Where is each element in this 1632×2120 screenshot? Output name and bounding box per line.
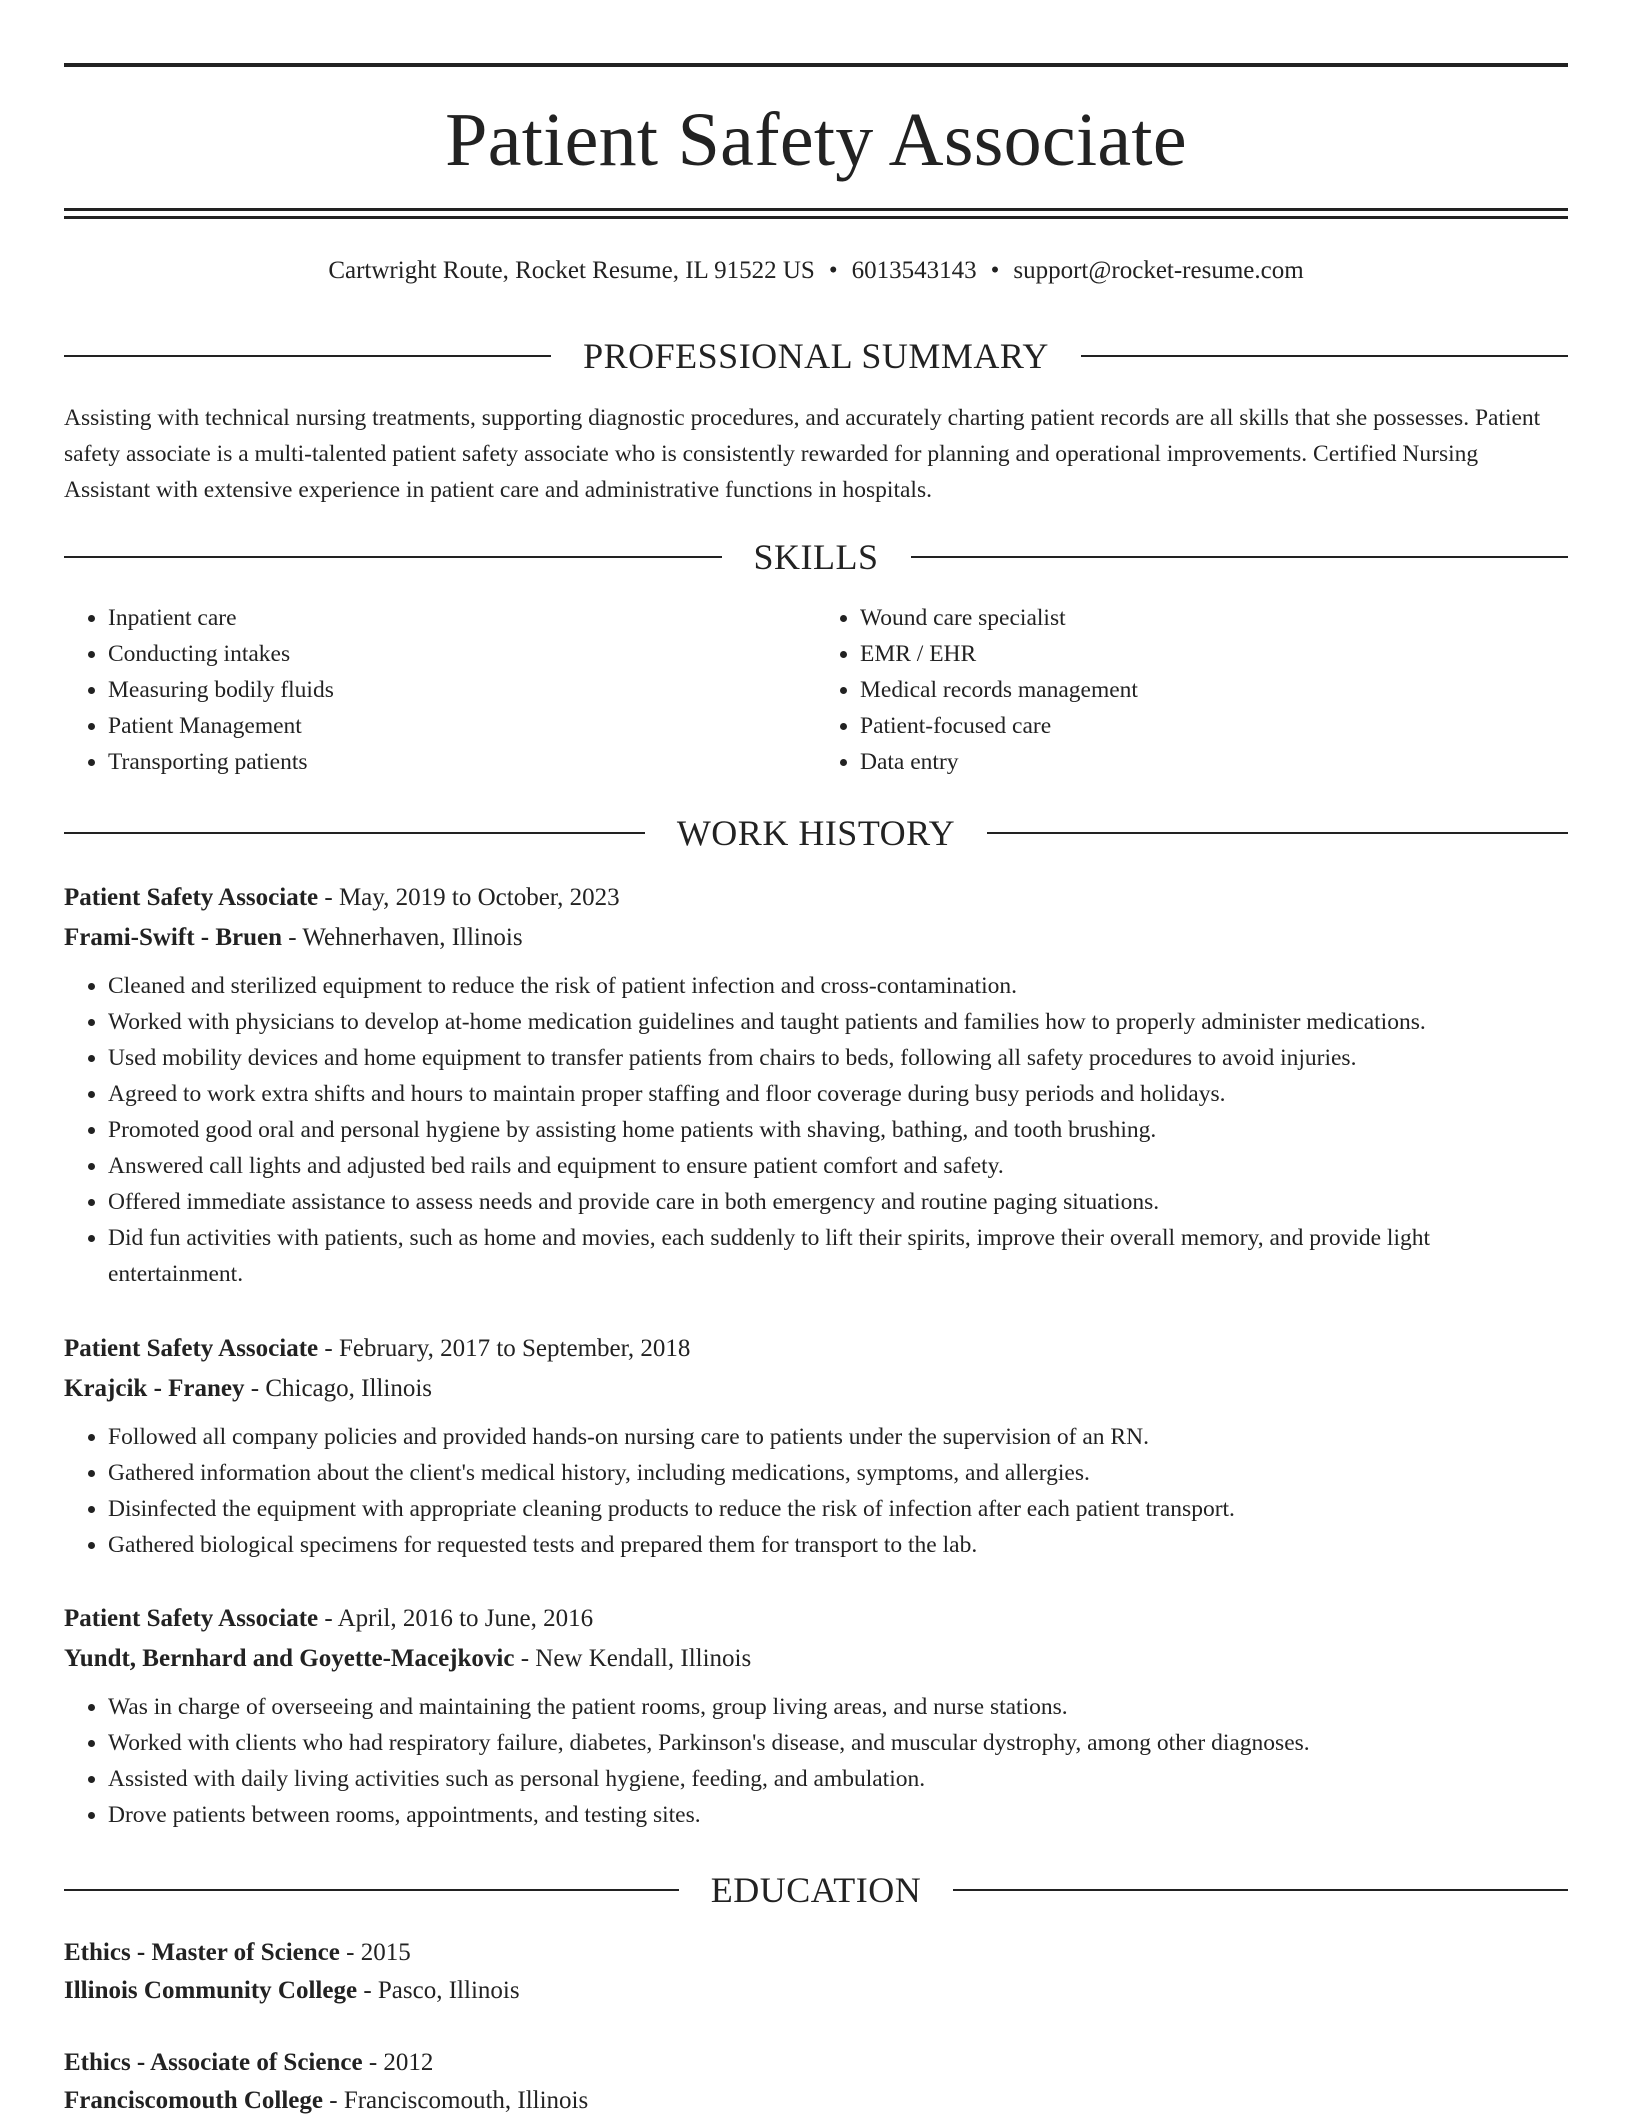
title-rule-upper [64,208,1568,211]
job-dates: February, 2017 to September, 2018 [338,1335,691,1362]
job-location: New Kendall, Illinois [535,1645,752,1672]
job-bullet: • Worked with clients who had respiratory failure, diabetes, Parkinson's disease, and muscular dystrophy, among other diagnoses. [108,1725,1568,1761]
separator-dot: • [990,257,1000,284]
heading-rule [64,1889,679,1891]
education-entry [64,1934,1568,2010]
skill-item: • Patient Management [108,708,816,744]
job-dates: May, 2019 to October, 2023 [338,884,620,911]
job-bullet: • Was in charge of overseeing and maintaining the patient rooms, group living areas, and nurse stations. [108,1689,1568,1725]
heading-rule [64,832,645,834]
skill-item: • EMR / EHR [860,636,1568,672]
job-title-line: Patient Safety Associate - May, 2019 to October, 2023 [64,884,620,911]
skill-item: • Conducting intakes [108,636,816,672]
job-bullet: • Gathered information about the client's medical history, including medications, symptoms, and allergies. [108,1455,1568,1491]
job-company: Yundt, Bernhard and Goyette-Macejkovic [64,1645,515,1672]
job-title: Patient Safety Associate [64,884,319,911]
heading-rule [911,556,1569,558]
job-bullet: • Followed all company policies and provided hands-on nursing care to patients under the supervision of an RN. [108,1419,1568,1455]
education-school-line: Illinois Community College - Pasco, Illinois [64,1977,520,2004]
job-bullet: • Drove patients between rooms, appointments, and testing sites. [108,1797,1568,1833]
heading-rule [953,1889,1568,1891]
job-bullet: • Gathered biological specimens for requested tests and prepared them for transport to the lab. [108,1527,1568,1563]
job-entry [64,1599,1568,1833]
job-title-line: Patient Safety Associate - April, 2016 to June, 2016 [64,1605,594,1632]
job-bullet: • Answered call lights and adjusted bed rails and equipment to ensure patient comfort and safety. [108,1148,1568,1184]
skills-column-right [816,600,1568,780]
top-rule [64,63,1568,67]
separator-dot: • [828,257,838,284]
job-dates: April, 2016 to June, 2016 [337,1605,594,1632]
skill-item: • Medical records management [860,672,1568,708]
job-bullets [64,1689,1568,1833]
section-heading-education [64,1868,1568,1912]
job-title: Patient Safety Associate [64,1335,319,1362]
education-location: Franciscomouth, Illinois [343,2087,589,2114]
job-title: Patient Safety Associate [64,1605,319,1632]
skill-item: • Patient-focused care [860,708,1568,744]
contact-line [64,254,1568,288]
job-location: Chicago, Illinois [265,1375,432,1402]
heading-rule [64,355,551,357]
heading-text: WORK HISTORY [676,813,956,853]
heading-text: EDUCATION [710,1870,922,1910]
email: support@rocket-resume.com [1013,257,1304,284]
phone: 6013543143 [851,257,977,284]
job-bullet: • Offered immediate assistance to assess needs and provide care in both emergency and routine paging situations. [108,1184,1568,1220]
education-degree: Ethics - Master of Science [64,1939,340,1966]
heading-rule [987,832,1568,834]
job-bullet: • Worked with physicians to develop at-home medication guidelines and taught patients and families how to properly administer medications. [108,1004,1568,1040]
job-bullets [64,1419,1568,1563]
education-school: Franciscomouth College [64,2087,323,2114]
job-bullet: • Did fun activities with patients, such as home and movies, each suddenly to lift their spirits, improve their overall memory, and provide light entertainment. [108,1220,1568,1292]
education-school-line: Franciscomouth College - Franciscomouth, Illinois [64,2087,589,2114]
address: Cartwright Route, Rocket Resume, IL 91522 US [328,257,815,284]
education-degree: Ethics - Associate of Science [64,2049,363,2076]
education-location: Pasco, Illinois [377,1977,520,2004]
education-entry [64,2044,1568,2120]
job-company: Krajcik - Franey [64,1375,245,1402]
education-year: 2012 [383,2049,434,2076]
skill-item: • Transporting patients [108,744,816,780]
education-school: Illinois Community College [64,1977,358,2004]
job-company-line: Frami-Swift - Bruen - Wehnerhaven, Illinois [64,924,523,951]
job-bullet: • Cleaned and sterilized equipment to reduce the risk of patient infection and cross-contamination. [108,968,1568,1004]
job-entry [64,878,1568,1292]
title-rule-lower [64,216,1568,219]
summary-text: Assisting with technical nursing treatments, supporting diagnostic procedures, and accurately charting patient records are all skills that she possesses. Patient safety associate is a multi-talented patient safety associate who is consistently rewarded for planning and operational improvements. Certified Nursing Assistant with extensive experience in patient care and administrative functions in hospitals. [64,405,1541,503]
job-bullet: • Used mobility devices and home equipment to transfer patients from chairs to beds, following all safety procedures to avoid injuries. [108,1040,1568,1076]
job-bullet: • Assisted with daily living activities such as personal hygiene, feeding, and ambulation. [108,1761,1568,1797]
section-heading-work [64,811,1568,855]
job-bullet: • Promoted good oral and personal hygiene by assisting home patients with shaving, bathing, and tooth brushing. [108,1112,1568,1148]
resume-title: Patient Safety Associate [445,98,1187,182]
skill-item: • Inpatient care [108,600,816,636]
heading-rule [1081,355,1568,357]
skills-list [64,600,1568,780]
heading-text: PROFESSIONAL SUMMARY [583,336,1049,376]
section-heading-summary [64,334,1568,378]
education-year: 2015 [360,1939,411,1966]
job-company-line: Krajcik - Franey - Chicago, Illinois [64,1375,432,1402]
job-bullet: • Disinfected the equipment with appropriate cleaning products to reduce the risk of infection after each patient transport. [108,1491,1568,1527]
job-location: Wehnerhaven, Illinois [302,924,523,951]
job-bullet: • Agreed to work extra shifts and hours to maintain proper staffing and floor coverage during busy periods and holidays. [108,1076,1568,1112]
skills-column-left [64,600,816,780]
skill-item: • Wound care specialist [860,600,1568,636]
skill-item: • Measuring bodily fluids [108,672,816,708]
heading-text: SKILLS [753,537,879,577]
job-company-line: Yundt, Bernhard and Goyette-Macejkovic - New Kendall, Illinois [64,1645,752,1672]
heading-rule [64,556,722,558]
job-entry [64,1329,1568,1563]
education-degree-line: Ethics - Master of Science - 2015 [64,1939,411,1966]
job-title-line: Patient Safety Associate - February, 2017 to September, 2018 [64,1335,691,1362]
job-company: Frami-Swift - Bruen [64,924,283,951]
skill-item: • Data entry [860,744,1568,780]
job-bullets [64,968,1568,1292]
section-heading-skills [64,535,1568,579]
education-degree-line: Ethics - Associate of Science - 2012 [64,2049,434,2076]
